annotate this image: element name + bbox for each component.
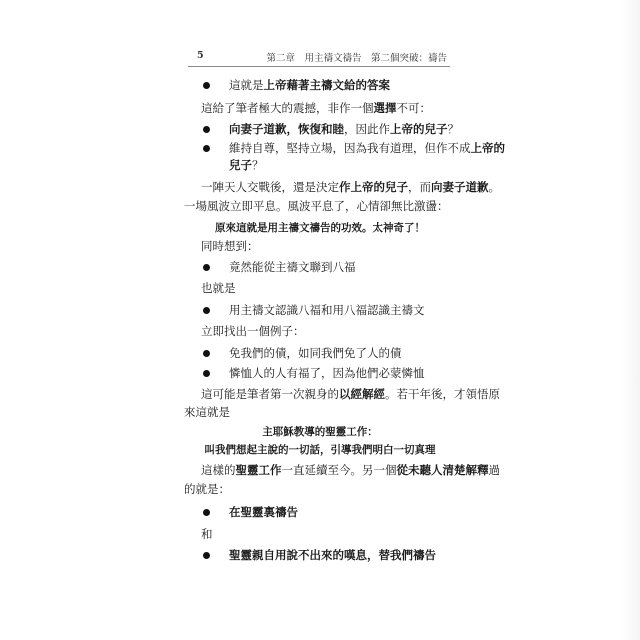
paragraph-line	[201, 180, 500, 194]
bullet-text: 免我們的債，如同我們免了人的債	[229, 346, 402, 360]
bold-text: 上帝的兒子	[390, 122, 448, 136]
bullet-dot-icon	[203, 370, 210, 377]
text: 這給了筆者極大的震撼，非作一個	[201, 101, 374, 115]
bullet-dot-icon	[203, 264, 210, 271]
bullet-dot-icon	[203, 509, 210, 516]
bullet-dot-icon	[203, 126, 210, 133]
bold-text: 向妻子道歉，恢復和睦	[229, 122, 344, 136]
page-number: 5	[197, 50, 204, 61]
bold-text: 向妻子道歉	[431, 180, 489, 194]
text: 一陣天人交戰後，還是決定	[201, 180, 339, 194]
paragraph-line: 也就是	[201, 281, 236, 295]
paragraph-line: 來這就是	[184, 405, 230, 419]
bullet-text-answer	[229, 78, 390, 92]
bullet-text-apologize	[229, 122, 459, 136]
bold-text: 選擇	[373, 101, 397, 115]
text: ？	[252, 158, 264, 172]
text: 這可能是筆者第一次親身的	[201, 387, 339, 401]
bullet-text-dignity	[229, 141, 505, 155]
text: 八福認識主禱文	[344, 303, 425, 317]
paragraph-line: 和	[201, 527, 213, 541]
bullet-text: 憐恤人的人有福了，因為他們必蒙憐恤	[229, 366, 425, 380]
bullet-dot-icon	[203, 552, 210, 559]
text: 過	[488, 463, 500, 477]
text: ，而	[408, 180, 431, 194]
paragraph-line: 立即找出一個例子：	[201, 324, 305, 338]
text: ，因此作	[344, 122, 390, 136]
text: 。若干年後，才領悟原	[385, 387, 500, 401]
bold-text: 以經解經	[339, 387, 385, 401]
bold-text: 上帝的	[470, 141, 505, 155]
bold-text: 聖靈工作	[235, 463, 282, 477]
paragraph-line: 的就是：	[184, 482, 230, 496]
paragraph-line	[201, 463, 500, 477]
bullet-dot-icon	[203, 82, 210, 89]
text: 用主禱文認識八福	[229, 303, 321, 317]
bullet-dot-icon	[203, 145, 210, 152]
emphasis-quote: 原來這就是用主禱文禱告的功效。太神奇了！	[215, 222, 425, 234]
bullet-text-continuation	[229, 158, 264, 172]
bullet-text: 竟然能從主禱文聯到八福	[229, 260, 356, 274]
text: 不可：	[396, 101, 431, 115]
text: ？	[447, 122, 459, 136]
page-edge-shadow	[622, 0, 640, 640]
paragraph-line	[201, 101, 431, 115]
bold-text: 上帝藉著主禱文給的答案	[263, 78, 390, 92]
paragraph-line: 同時想到：	[201, 239, 259, 253]
text: 一直延續至今。另一個	[281, 463, 397, 477]
text: 和用	[321, 303, 344, 317]
emphasis-quote: 叫我們想起主說的一切話，引導我們明白一切真理	[204, 444, 436, 456]
paragraph-line: 一場風波立即平息。風波平息了，心情卻無比激盪：	[184, 199, 449, 213]
bullet-text: 在聖靈裏禱告	[229, 505, 298, 519]
chapter-title: 第二章 用主禱文禱告 第二個突破：禱告	[266, 53, 447, 64]
bullet-text: 聖靈親自用說不出來的嘆息，替我們禱告	[229, 548, 436, 562]
text: 維持自尊，堅持立場，因為我有道理，但作不成	[229, 141, 471, 155]
bullet-dot-icon	[203, 307, 210, 314]
bold-text: 作上帝的兒子	[339, 180, 408, 194]
text: 。	[488, 180, 500, 194]
text: 這樣的	[201, 463, 236, 477]
emphasis-heading: 主耶穌教導的聖靈工作：	[262, 426, 378, 438]
bold-text: 從未聽人清楚解釋	[396, 463, 489, 477]
text: 這就是	[229, 78, 264, 92]
header-rule	[188, 66, 450, 67]
paragraph-line	[201, 387, 500, 401]
bullet-text	[229, 303, 425, 317]
running-header	[197, 50, 447, 64]
bold-text: 兒子	[229, 158, 252, 172]
bullet-dot-icon	[203, 350, 210, 357]
